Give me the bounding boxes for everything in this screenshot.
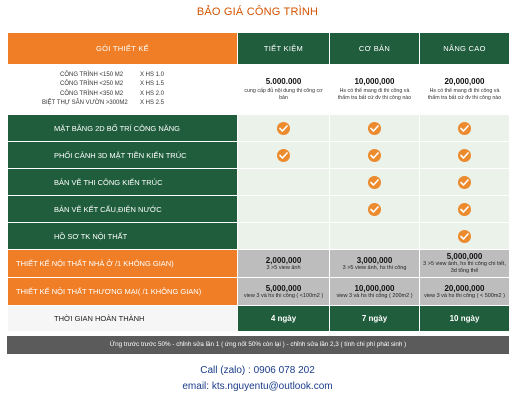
- time-cell: 7 ngày: [330, 306, 420, 332]
- header-col-basic: CƠ BẢN: [330, 33, 420, 65]
- check-circle-icon: [458, 176, 471, 189]
- price-cell-advanced: 20,000,000 Hs có thể mang đi thi công và thẩm tra bất cứ đv thi công nào: [420, 65, 510, 115]
- time-row: [8, 306, 510, 332]
- check-circle-icon: [458, 149, 471, 162]
- check-cell: [330, 142, 420, 169]
- check-circle-icon: [368, 122, 381, 135]
- check-cell: [330, 196, 420, 223]
- feature-label: BẢN VẼ THI CÔNG KIẾN TRÚC: [8, 169, 238, 196]
- interior-commercial-cell: 20,000,000 view 3 và hs thi công ( < 500m2 ): [420, 278, 510, 306]
- feature-row: [8, 196, 510, 223]
- interior-house-row: [8, 250, 510, 278]
- page-title: BẢO GIÁ CÔNG TRÌNH: [196, 6, 319, 18]
- check-circle-icon: [368, 149, 381, 162]
- size-row: CÔNG TRÌNH <250 M2 X HS 1.5: [60, 81, 165, 87]
- check-cell: [420, 115, 510, 142]
- interior-commercial-cell: 10,000,000 view 3 và hs thi công ( 200m2 ): [330, 278, 420, 306]
- check-cell: [238, 196, 330, 223]
- feature-row: [8, 115, 510, 142]
- check-cell: [420, 223, 510, 250]
- size-row: CÔNG TRÌNH <150 M2 X HS 1.0: [60, 71, 165, 78]
- check-cell: [420, 169, 510, 196]
- check-circle-icon: [458, 203, 471, 216]
- feature-label: PHỐI CẢNH 3D MẶT TIỀN KIẾN TRÚC: [8, 142, 238, 169]
- header-label: GÓI THIẾT KẾ: [8, 33, 238, 65]
- time-cell: 4 ngày: [238, 306, 330, 332]
- check-circle-icon: [277, 122, 290, 135]
- check-cell: [330, 169, 420, 196]
- interior-house-label: THIẾT KẾ NỘI THẤT NHÀ Ở /1 KHÔNG GIAN): [8, 250, 238, 278]
- check-cell: [238, 115, 330, 142]
- time-label: THỜI GIAN HOÀN THÀNH: [8, 306, 238, 332]
- feature-row: [8, 223, 510, 250]
- contact-call[interactable]: Call (zalo) : 0906 078 202: [200, 365, 315, 376]
- size-row: CÔNG TRÌNH <350 M2 X HS 2.0: [60, 90, 165, 97]
- check-circle-icon: [368, 176, 381, 189]
- size-row: BIỆT THỰ SÂN VƯỜN >300M2 X HS 2.5: [42, 100, 165, 106]
- price-cell-saving: 5.000.000 cung cấp đủ nội dung thi công cơ bản: [238, 65, 330, 115]
- check-circle-icon: [277, 149, 290, 162]
- size-list: [8, 65, 238, 115]
- check-cell: [330, 115, 420, 142]
- contact-email[interactable]: email: kts.nguyentu@outlook.com: [182, 381, 333, 392]
- feature-row: [8, 169, 510, 196]
- check-circle-icon: [458, 122, 471, 135]
- price-cell-basic: 10,000,000 Hs có thể mang đi thi công và thẩm tra bất cứ đv thi công nào: [330, 65, 420, 115]
- check-circle-icon: [368, 203, 381, 216]
- price-table: [7, 32, 510, 332]
- feature-row: [8, 142, 510, 169]
- check-circle-icon: [458, 230, 471, 243]
- interior-commercial-row: [8, 278, 510, 306]
- check-cell: [420, 142, 510, 169]
- interior-house-cell: 5,000,000 3 >5 view ảnh, hs thi công chi tiết, 3d tổng thể: [420, 250, 510, 278]
- payment-note: Ứng trước trước 50% - chỉnh sửa lần 1 ( ứng nốt 50% còn lại ) - chỉnh sửa lần 2,3 ( tính chi phí phát sinh ): [7, 336, 509, 354]
- interior-house-cell: 2,000,000 3 >5 view ảnh: [238, 250, 330, 278]
- check-cell: [420, 196, 510, 223]
- feature-label: BẢN VẼ KẾT CẤU,ĐIỆN NƯỚC: [8, 196, 238, 223]
- check-cell: [238, 142, 330, 169]
- feature-label: HỒ SƠ TK NỘI THẤT: [8, 223, 238, 250]
- check-cell: [238, 223, 330, 250]
- check-cell: [238, 169, 330, 196]
- time-cell: 10 ngày: [420, 306, 510, 332]
- feature-label: MẶT BẰNG 2D BỐ TRÍ CÔNG NĂNG: [8, 115, 238, 142]
- check-cell: [330, 223, 420, 250]
- interior-commercial-cell: 5,000,000 view 3 và hs thi công ( <100m2 ): [238, 278, 330, 306]
- interior-commercial-label: THIẾT KẾ NỘI THẤT THƯƠNG MẠI( /1 KHÔNG GIAN): [8, 278, 238, 306]
- interior-house-cell: 3,000,000 3 >5 view ảnh, hs thi công: [330, 250, 420, 278]
- header-col-saving: TIẾT KIỆM: [238, 33, 330, 65]
- header-col-advanced: NÂNG CAO: [420, 33, 510, 65]
